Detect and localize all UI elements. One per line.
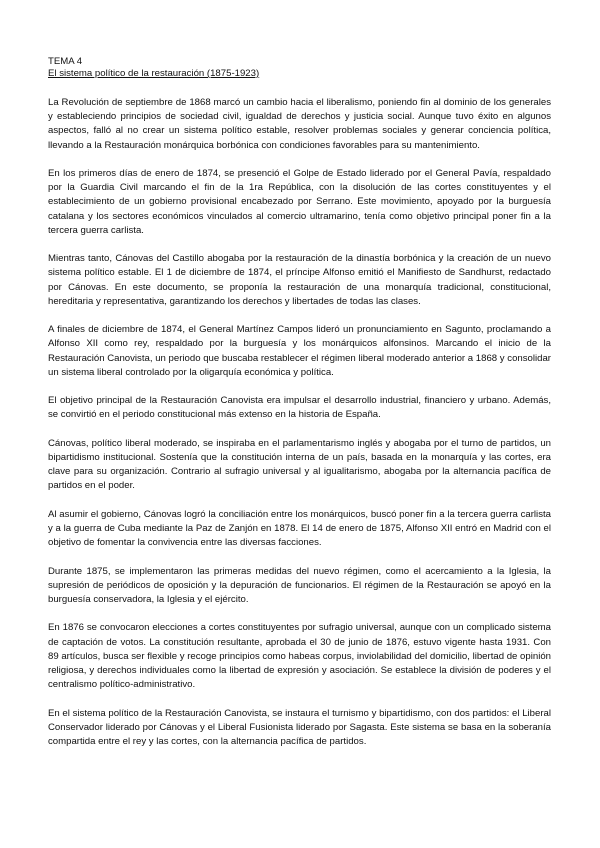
paragraph-10: En el sistema político de la Restauración Canovista, se instaura el turnismo y bipartidismo, con dos partidos: el Liberal Conservador liderado por Cánovas y el Liberal Fusionista liderado por Sagasta. Este sistema se basa en la soberanía compartida entre el rey y las cortes, con la alternancia pacífica de partidos. bbox=[48, 707, 551, 747]
paragraph-6: Cánovas, político liberal moderado, se inspiraba en el parlamentarismo inglés y abogaba por el turno de partidos, un bipartidismo institucional. Sostenía que la constitución interna de un país, basada en la monarquía y las cortes, era clave para su organización. Contrario al sufragio universal y al igualitarismo, abogaba por la alternancia pacífica de partidos en el poder. bbox=[48, 437, 551, 492]
topic-heading: TEMA 4 bbox=[48, 56, 83, 67]
paragraph-2: En los primeros días de enero de 1874, se presenció el Golpe de Estado liderado por el General Pavía, respaldado por la Guardia Civil marcando el fin de la 1ra República, con la disolución de las cortes constituyentes y el establecimiento de un gobierno provisional encabezado por Serrano. Este movimiento, apoyado por la burguesía catalana y los sectores económicos vinculados al comercio ultramarino, tenía como objetivo principal poner fin a la tercera guerra carlista. bbox=[48, 168, 551, 236]
document-title: El sistema político de la restauración (1875-1923) bbox=[48, 68, 260, 79]
paragraph-1: La Revolución de septiembre de 1868 marcó un cambio hacia el liberalismo, poniendo fin al dominio de los generales y estableciendo principios de sociedad civil, igualdad de derechos y justicia social. Aunque tuvo éxito en algunos aspectos, falló al no crear un sistema político estable, resolver problemas sociales y generar conciencia política, llevando a la Restauración monárquica borbónica con condiciones favorables para su mantenimiento. bbox=[48, 97, 551, 151]
paragraph-8: Durante 1875, se implementaron las primeras medidas del nuevo régimen, como el acercamiento a la Iglesia, la supresión de periódicos de oposición y la depuración de funcionarios. El régimen de la Restauración se apoyó en la burguesía conservadora, la Iglesia y el ejército. bbox=[48, 565, 551, 605]
paragraph-4: A finales de diciembre de 1874, el General Martínez Campos lideró un pronunciamiento en Sagunto, proclamando a Alfonso XII como rey, respaldado por la burguesía y los monárquicos alfonsinos. Marcando el inicio de la Restauración Canovista, un periodo que buscaba restablecer el régimen liberal moderado anterior a 1868 y consolidar un sistema liberal controlado por la oligarquía económica y política. bbox=[48, 324, 551, 378]
paragraph-5: El objetivo principal de la Restauración Canovista era impulsar el desarrollo industrial, financiero y urbano. Además, se convirtió en el periodo constitucional más extenso en la historia de España. bbox=[48, 395, 551, 421]
document-page bbox=[48, 56, 551, 763]
paragraph-3: Mientras tanto, Cánovas del Castillo abogaba por la restauración de la dinastía borbónica y la creación de un nuevo sistema político estable. El 1 de diciembre de 1874, el príncipe Alfonso emitió el Manifiesto de Sandhurst, redactado por Cánovas. En este documento, se proponía la restauración de una monarquía tradicional, constitucional, hereditaria y representativa, garantizando los derechos y libertades de todas las clases. bbox=[48, 253, 551, 307]
paragraph-7: Al asumir el gobierno, Cánovas logró la conciliación entre los monárquicos, buscó poner fin a la tercera guerra carlista y a la guerra de Cuba mediante la Paz de Zanjón en 1878. El 14 de enero de 1875, Alfonso XII entró en Madrid con el objetivo de fomentar la convivencia entre las diversas facciones. bbox=[48, 508, 551, 549]
paragraph-9: En 1876 se convocaron elecciones a cortes constituyentes por sufragio universal, aunque con un complicado sistema de captación de votos. La constitución resultante, aprobada el 30 de junio de 1876, estuvo vigente hasta 1931. Con 89 artículos, busca ser flexible y recoge principios como habeas corpus, inviolabilidad del domicilio, libertad de opinión religiosa, y derechos individuales como la libertad de expresión y asociación. Se establece la división de poderes y el centralismo político-administrativo. bbox=[48, 622, 551, 691]
